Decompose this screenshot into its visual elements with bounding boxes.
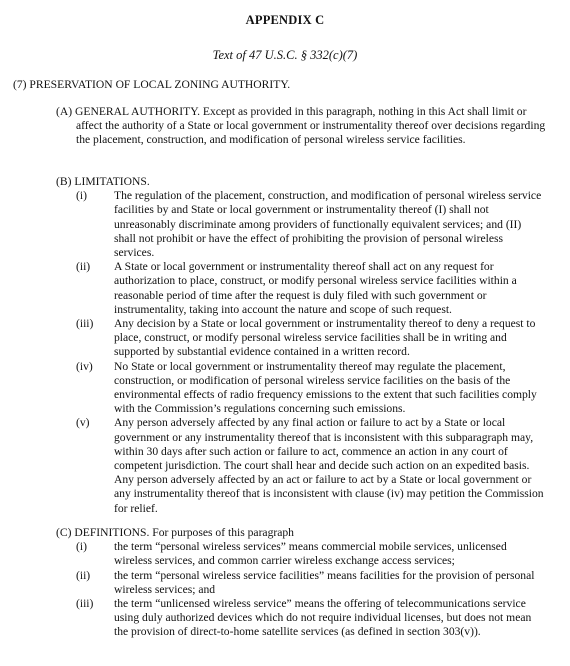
item-number: (iv)	[76, 359, 93, 373]
paragraph-7-heading: (7) PRESERVATION OF LOCAL ZONING AUTHORITY.	[13, 78, 291, 91]
section-b-heading	[56, 175, 546, 189]
section-b-item-iv	[56, 360, 546, 417]
section-b-item-v	[56, 416, 546, 515]
item-text: Any decision by a State or local government or instrumentality thereof to deny a request to place, construct, or modify personal wireless service facilities shall be in writing and supported by substantial evidence contained in a written record.	[114, 317, 536, 359]
section-c-item-iii	[56, 597, 546, 640]
section-c-item-ii	[56, 569, 546, 597]
item-text: the term “personal wireless services” means commercial mobile services, unlicensed wireless services, and common carrier wireless exchange access services;	[114, 540, 507, 568]
section-c-heading	[56, 526, 546, 540]
section-c-label: (C)	[56, 526, 72, 539]
section-b-label: (B)	[56, 175, 72, 188]
section-b-item-i	[56, 189, 546, 260]
item-number: (iii)	[76, 597, 94, 611]
section-c-heading-text: DEFINITIONS. For purposes of this paragraph	[74, 526, 294, 539]
item-text: the term “unlicensed wireless service” means the offering of telecommunications service using duly authorized devices which do not require individual licenses, but does not mean the provision of direct-to-home satellite services (as defined in section 303(v)).	[114, 597, 532, 639]
section-b-item-ii	[56, 260, 546, 317]
section-b	[56, 175, 546, 516]
section-a-text: GENERAL AUTHORITY. Except as provided in this paragraph, nothing in this Act shall limit or affect the authority of a State or local government or instrumentality thereof over decisions regarding the placement, construction, and modification of personal wireless service facilities.	[75, 105, 546, 147]
appendix-title: APPENDIX C	[245, 13, 325, 27]
section-b-item-iii	[56, 317, 546, 360]
appendix-subtitle: Text of 47 U.S.C. § 332(c)(7)	[212, 48, 358, 62]
section-a	[56, 105, 546, 148]
item-text: The regulation of the placement, construction, and modification of personal wireless service facilities by and State or local government or instrumentality thereof (I) shall not unreasonably discriminate among providers of functionally equivalent services; and (II) shall not prohibit or have the effect of prohibiting the provision of personal wireless services.	[114, 189, 542, 260]
section-b-heading-text: LIMITATIONS.	[74, 175, 150, 188]
item-number: (iii)	[76, 317, 94, 331]
item-text: the term “personal wireless service facilities” means facilities for the provision of personal wireless services; and	[114, 568, 535, 596]
section-c-item-i	[56, 540, 546, 568]
item-number: (ii)	[76, 260, 91, 274]
item-number: (i)	[76, 189, 87, 203]
item-text: A State or local government or instrumentality thereof shall act on any request for authorization to place, construct, or modify personal wireless service facilities within a reasonable period of time after the request is duly filed with such government or instrumentality, taking into account the nature and scope of such request.	[114, 260, 517, 316]
item-number: (ii)	[76, 568, 91, 582]
section-a-label: (A)	[56, 105, 73, 118]
section-a-paragraph	[56, 105, 546, 148]
item-text: Any person adversely affected by any final action or failure to act by a State or local government or any instrumentality thereof that is inconsistent with this subparagraph may, within 30 days after such action or failure to act, commence an action in any court of competent jurisdiction. The court shall hear and decide such action on an expedited basis. Any person adversely affected by an act or failure to act by a State or local government or any instrumentality thereof that is inconsistent with clause (iv) may petition the Commission for relief.	[114, 416, 544, 515]
item-text: No State or local government or instrumentality thereof may regulate the placement, construction, or modification of personal wireless service facilities on the basis of the environmental effects of radio frequency emissions to the extent that such facilities comply with the Commission’s regulations concerning such emissions.	[114, 359, 537, 416]
item-number: (i)	[76, 540, 87, 554]
item-number: (v)	[76, 416, 90, 430]
section-c	[56, 526, 546, 640]
